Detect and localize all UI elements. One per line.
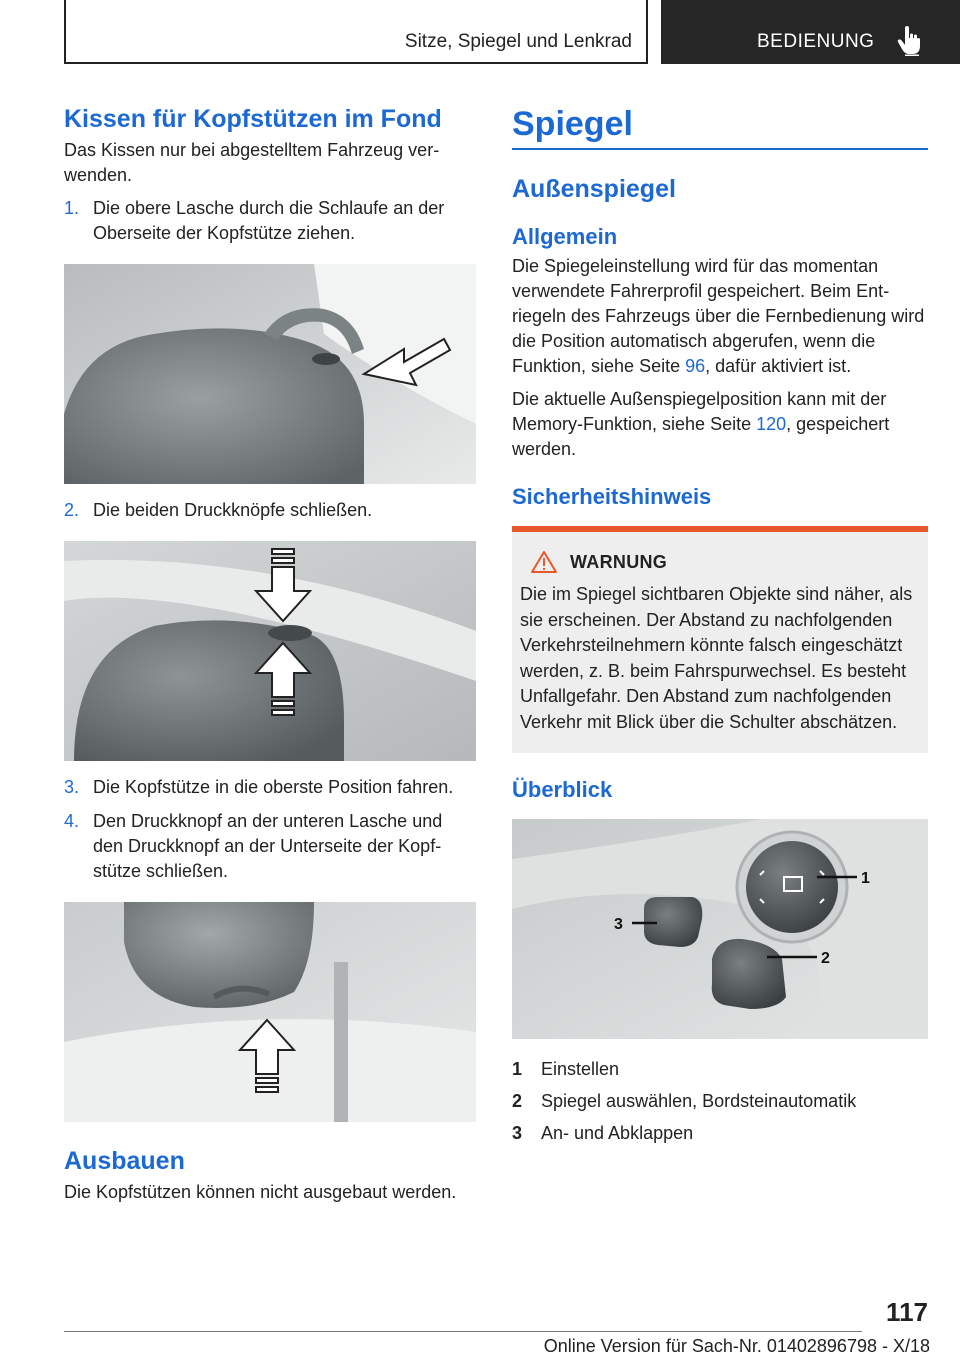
remove-text: Die Kopfstützen können nicht ausgebaut werden. [64,1182,457,1202]
section-title-kissen: Kissen für Kopfstützen im Fond [64,105,442,133]
step-text: Die beiden Druckknöpfe schließen. [93,500,373,520]
step-item [64,196,476,246]
warning-triangle-icon [530,550,558,574]
step-item [64,809,476,884]
footer-divider [64,1331,862,1332]
section-title-sicherheitshinweis: Sicherheitshinweis [512,484,712,509]
legend-item [512,1053,928,1085]
legend-number: 2 [512,1091,523,1111]
legend-number: 1 [512,1059,523,1079]
legend-text: Spiegel auswählen, Bordsteinautomatik [541,1091,857,1111]
step-text: Die Kopfstütze in die oberste Position fahren. [93,777,454,797]
figure-legend [512,1053,928,1149]
figure-headrest-strap [64,264,476,484]
header-chapter-tab [661,0,960,64]
step-number: 2. [64,500,80,520]
left-column [64,100,476,1213]
header-chapter-label: BEDIENUNG [757,31,875,52]
step-item [64,498,476,523]
step-text: Den Druckknopf an der unteren Lasche und den Druckknopf an der Unterseite der Kopfstütze schließen. [93,811,443,881]
header-section-title: Sitze, Spiegel und Lenkrad [404,31,632,52]
callout-label-3: 3 [614,916,623,933]
page-link-120[interactable]: 120 [756,414,787,434]
callout-label-2: 2 [821,950,830,967]
right-column [512,100,928,1149]
legend-text: Einstellen [541,1059,620,1079]
pointing-hand-icon [897,26,921,56]
figure-headrest-bottom [64,902,476,1122]
step-text: Die obere Lasche durch die Schlaufe an der Oberseite der Kopfstütze ziehen. [93,198,445,243]
page-link-96[interactable]: 96 [685,356,706,376]
figure-headrest-buttons [64,541,476,761]
figure-mirror-controls [512,819,928,1039]
section-title-allgemein: Allgemein [512,224,618,249]
warning-header [520,550,920,574]
section-title-ueberblick: Überblick [512,777,613,802]
general-paragraph-1: Die Spiegeleinstellung wird für das momentan verwendete Fahrerprofil gespeichert. Beim Entriegeln des Fahrzeugs über die Fernbedienung wird die Position automatisch abgerufen, wenn die Funktion, siehe Seite 96, dafür aktiviert ist. [512,256,925,376]
legend-item [512,1085,928,1117]
intro-text: Das Kissen nur bei abgestelltem Fahrzeug verwenden. [64,140,440,185]
step-number: 3. [64,777,80,797]
callout-label-1: 1 [861,870,870,887]
step-item [64,775,476,800]
legend-text: An- und Abklappen [541,1123,694,1143]
general-paragraph-2: Die aktuelle Außenspiegelposition kann mit der Memory-Funktion, siehe Seite 120, gespeichert werden. [512,389,890,459]
header-section-box [64,0,648,64]
section-title-aussenspiegel: Außenspiegel [512,175,676,203]
warning-title: WARNUNG [570,551,668,572]
footer-version-text: Online Version für Sach-Nr. 01402896798 - X/18 [543,1336,930,1356]
page-number: 117 [886,1297,928,1327]
step-number: 1. [64,198,80,218]
step-number: 4. [64,811,80,831]
legend-item [512,1117,928,1149]
legend-number: 3 [512,1123,523,1143]
warning-text: Die im Spiegel sichtbaren Objekte sind näher, als sie erscheinen. Der Abstand zu nachfolgenden Verkehrsteilnehmern könnte falsch eingeschätzt werden, z. B. beim Fahrspurwechsel. Es besteht Unfallgefahr. Den Abstand zum nachfolgenden Verkehr mit Blick über die Schulter abschätzen. [520,584,913,732]
chapter-title-spiegel: Spiegel [512,100,928,150]
section-title-ausbauen: Ausbauen [64,1147,185,1175]
warning-box [512,526,928,753]
